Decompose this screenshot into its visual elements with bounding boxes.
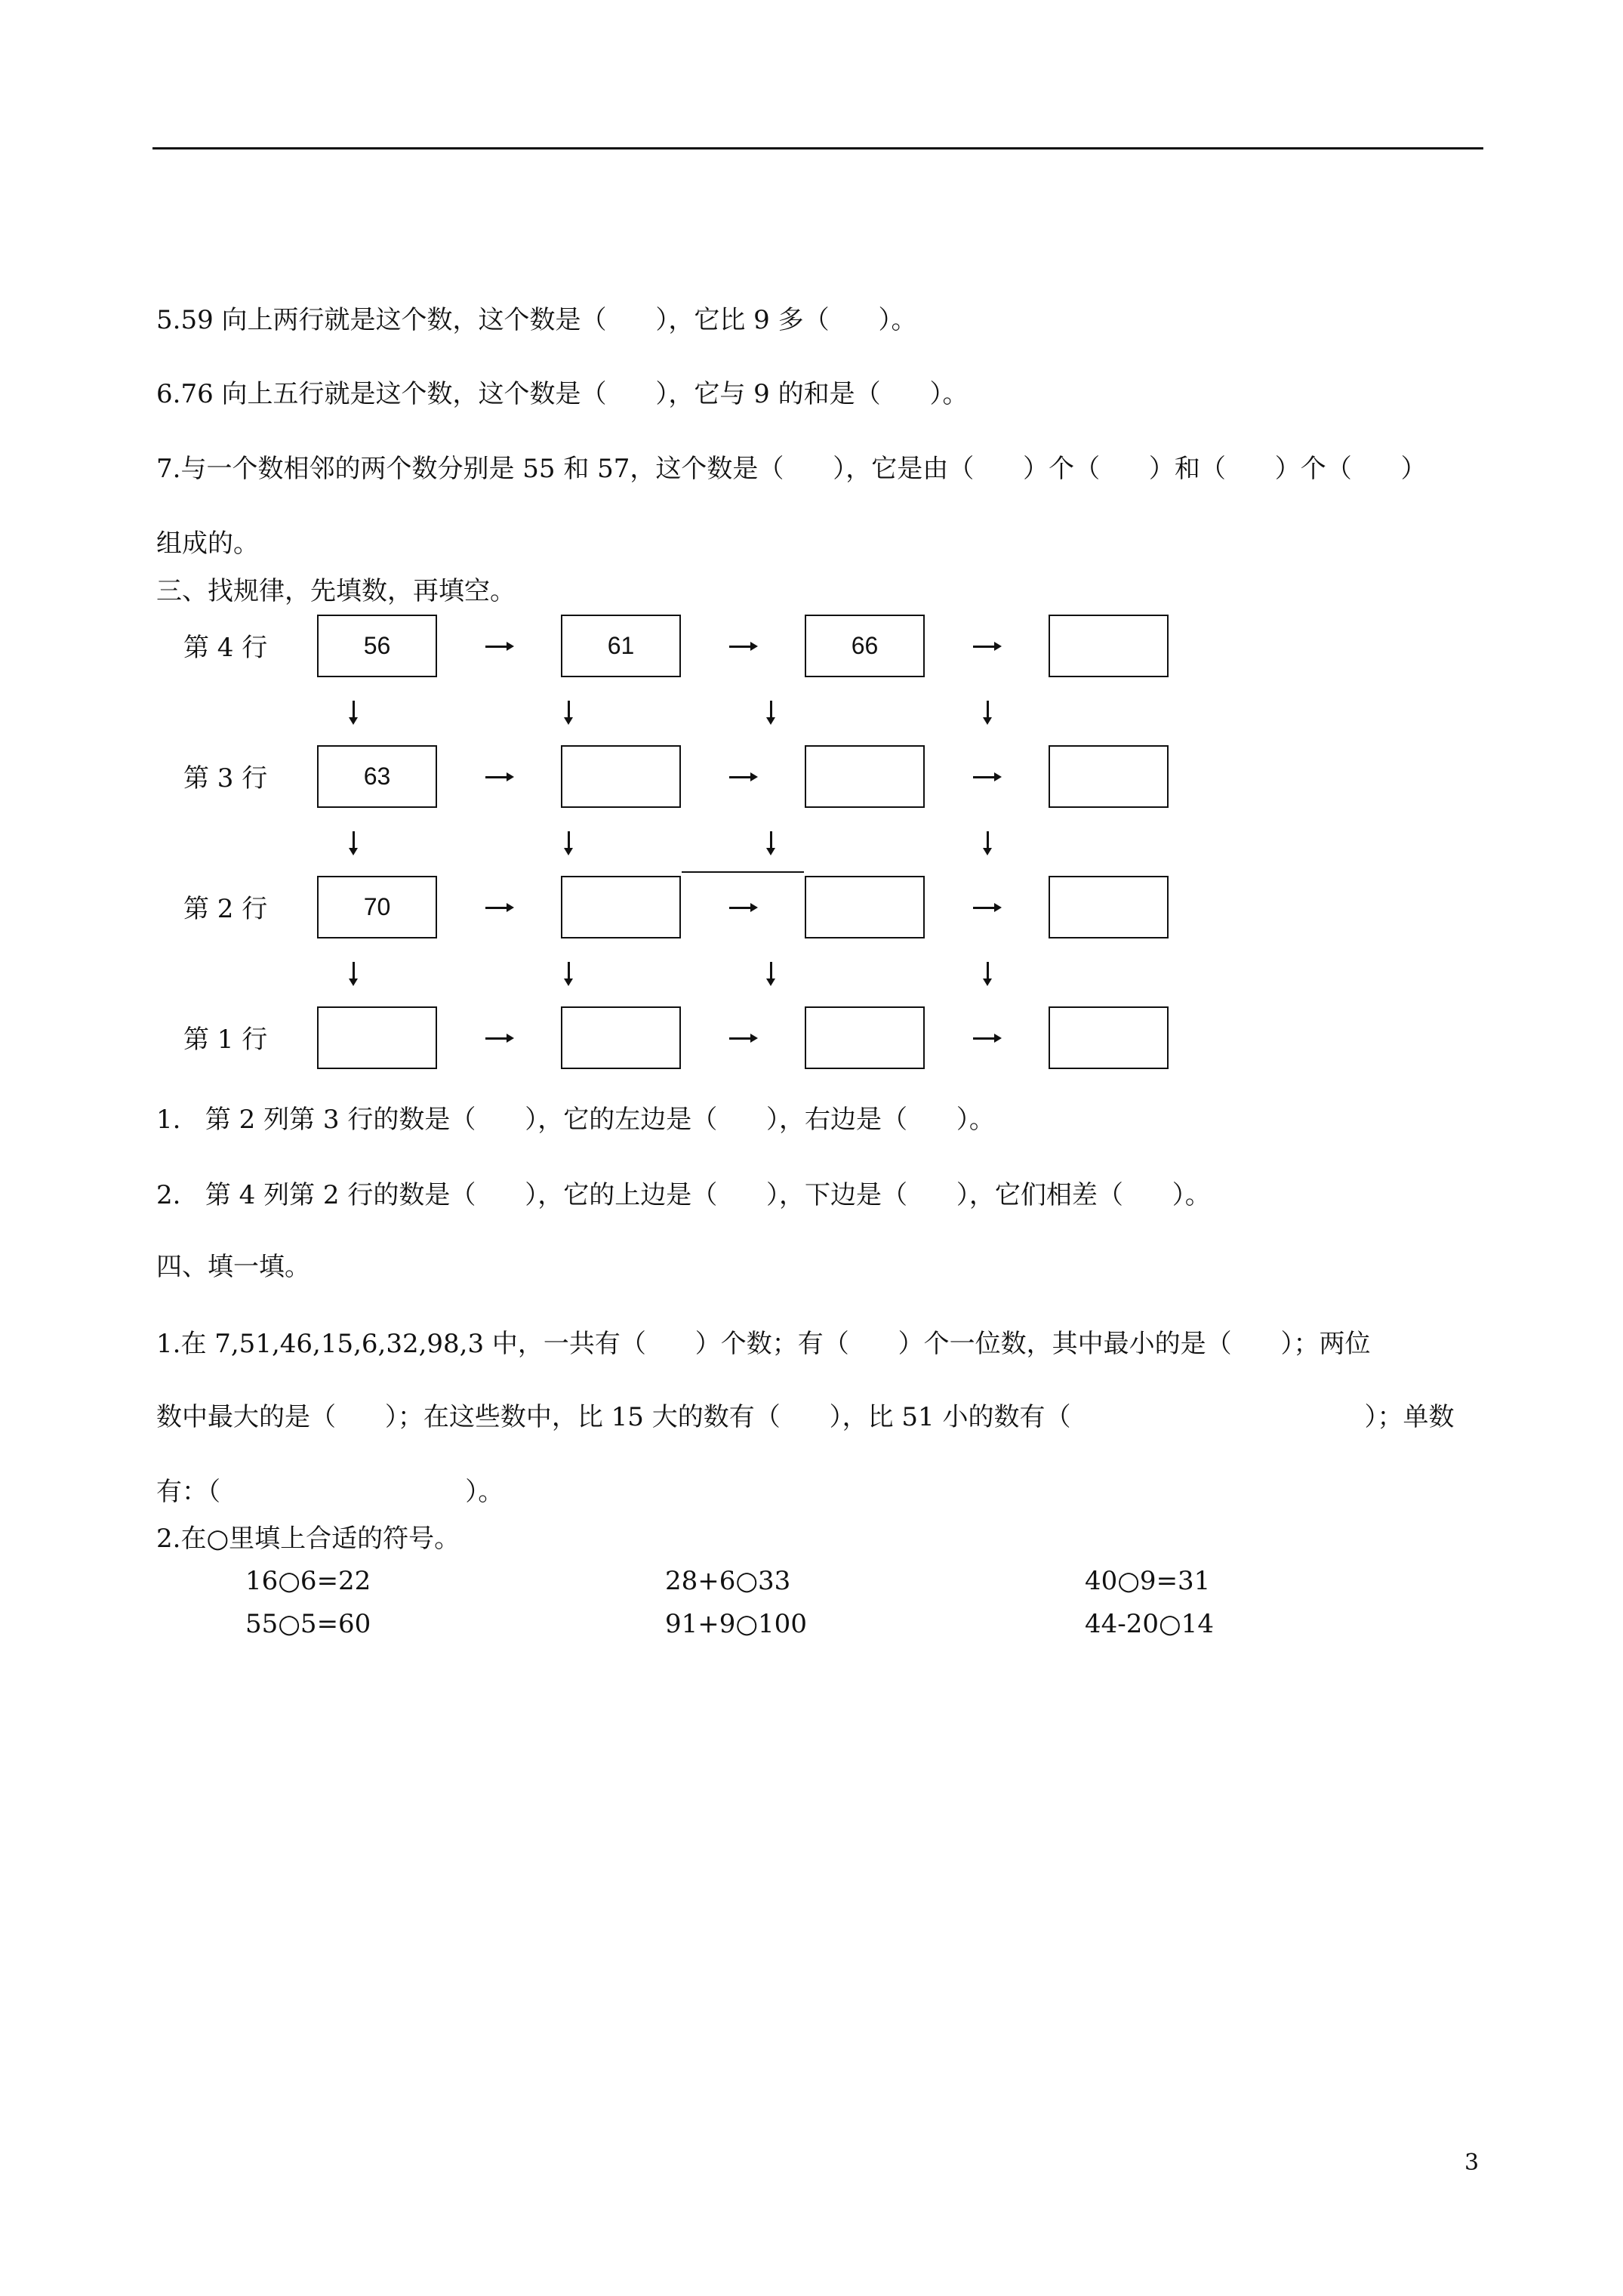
question-7-line2: 组成的。: [156, 529, 259, 559]
arrow-down-icon: [987, 831, 989, 851]
arrow-down-icon: [353, 962, 355, 982]
question-5: 5.59 向上两行就是这个数，这个数是（ ），它比 9 多（ ）。: [156, 305, 917, 335]
grid-cell-r2-c1: 70: [317, 876, 437, 938]
arrow-down-icon: [770, 701, 772, 720]
grid-cell-r2-c2[interactable]: [561, 876, 681, 938]
section-4-question-2: 2.在○里填上合适的符号。: [156, 1524, 460, 1554]
arrow-right-icon: [729, 907, 753, 909]
row-label-1: 第 1 行: [183, 1025, 268, 1055]
arrow-down-icon: [770, 831, 772, 851]
grid-cell-r2-c3[interactable]: [805, 876, 925, 938]
grid-cell-r3-c2[interactable]: [561, 745, 681, 808]
grid-cell-r1-c4[interactable]: [1049, 1006, 1169, 1069]
arrow-down-icon: [353, 701, 355, 720]
section-4-heading: 四、填一填。: [156, 1252, 310, 1282]
arrow-down-icon: [568, 831, 570, 851]
arrow-right-icon: [973, 907, 997, 909]
grid-cell-r4-c3: 66: [805, 615, 925, 677]
grid-cell-r1-c1[interactable]: [317, 1006, 437, 1069]
expression-1-1: 16○6=22: [245, 1566, 371, 1596]
grid-cell-r1-c3[interactable]: [805, 1006, 925, 1069]
arrow-right-icon: [973, 1037, 997, 1040]
arrow-right-icon: [485, 1037, 510, 1040]
grid-cell-r3-c3[interactable]: [805, 745, 925, 808]
expression-2-1: 55○5=60: [245, 1609, 371, 1639]
arrow-down-icon: [353, 831, 355, 851]
arrow-right-icon: [485, 776, 510, 778]
row-label-2: 第 2 行: [183, 894, 268, 924]
arrow-down-icon: [987, 962, 989, 982]
page-number: 3: [1464, 2150, 1480, 2176]
grid-cell-r4-c2: 61: [561, 615, 681, 677]
arrow-right-icon: [973, 776, 997, 778]
arrow-down-icon: [568, 701, 570, 720]
arrow-right-icon: [729, 646, 753, 648]
grid-cell-r1-c2[interactable]: [561, 1006, 681, 1069]
arrow-right-icon: [485, 646, 510, 648]
expression-1-2: 28+6○33: [665, 1566, 791, 1596]
arrow-right-icon: [729, 1037, 753, 1040]
question-6: 6.76 向上五行就是这个数，这个数是（ ），它与 9 的和是（ ）。: [156, 379, 969, 409]
section-3-question-2: 2. 第 4 列第 2 行的数是（ ），它的上边是（ ），下边是（ ），它们相差（ ）。: [156, 1180, 1211, 1210]
section-4-question-1-line3: 有：（ ）。: [156, 1477, 504, 1507]
header-rule: [152, 147, 1483, 149]
arrow-right-icon: [973, 646, 997, 648]
section-4-question-1-line1: 1.在 7,51,46,15,6,32,98,3 中，一共有（ ）个数；有（ ）个一位数，其中最小的是（ ）；两位: [156, 1329, 1371, 1359]
expression-2-3: 44-20○14: [1085, 1609, 1214, 1639]
question-7-line1: 7.与一个数相邻的两个数分别是 55 和 57，这个数是（ ），它是由（ ）个（ ）和（ ）个（ ）: [156, 454, 1427, 484]
grid-cell-r4-c1: 56: [317, 615, 437, 677]
row-label-4: 第 4 行: [183, 633, 268, 663]
expression-1-3: 40○9=31: [1085, 1566, 1211, 1596]
section-3-question-1: 1. 第 2 列第 3 行的数是（ ），它的左边是（ ），右边是（ ）。: [156, 1105, 995, 1135]
stray-line: [682, 871, 804, 873]
arrow-down-icon: [987, 701, 989, 720]
grid-cell-r2-c4[interactable]: [1049, 876, 1169, 938]
section-3-heading: 三、找规律，先填数，再填空。: [156, 576, 516, 606]
expression-2-2: 91+9○100: [665, 1609, 807, 1639]
arrow-down-icon: [568, 962, 570, 982]
arrow-right-icon: [729, 776, 753, 778]
row-label-3: 第 3 行: [183, 763, 268, 794]
section-4-question-1-line2: 数中最大的是（ ）；在这些数中，比 15 大的数有（ ），比 51 小的数有（ ）；单数: [156, 1402, 1455, 1432]
grid-cell-r3-c4[interactable]: [1049, 745, 1169, 808]
grid-cell-r4-c4[interactable]: [1049, 615, 1169, 677]
arrow-right-icon: [485, 907, 510, 909]
grid-cell-r3-c1: 63: [317, 745, 437, 808]
arrow-down-icon: [770, 962, 772, 982]
